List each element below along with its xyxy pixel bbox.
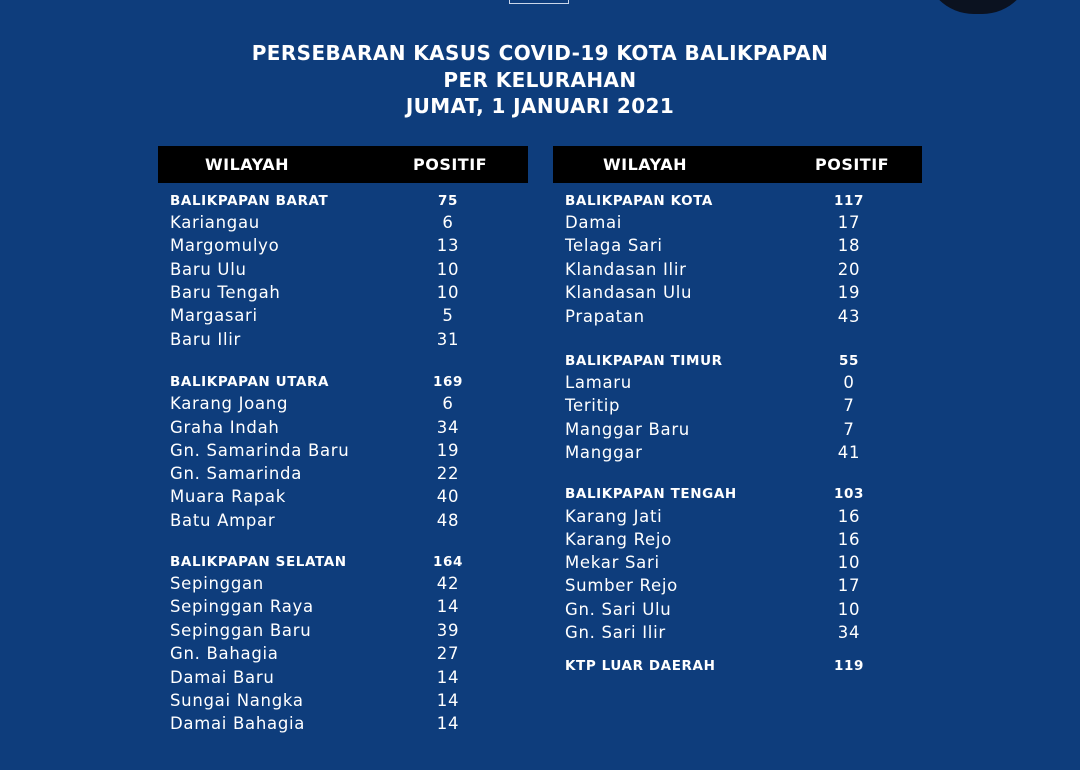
table-row xyxy=(158,487,528,510)
kelurahan-name: Gn. Bahagia xyxy=(170,644,279,663)
kelurahan-name: Manggar xyxy=(565,443,643,462)
positive-count: 7 xyxy=(843,420,855,439)
kelurahan-name: Teritip xyxy=(565,396,621,415)
positive-count: 27 xyxy=(436,644,460,663)
positive-count: 48 xyxy=(436,511,460,530)
positive-count: 13 xyxy=(436,236,460,255)
table-row xyxy=(553,530,922,553)
table-row xyxy=(553,260,922,283)
header-positif: POSITIF xyxy=(815,155,890,174)
group-row xyxy=(553,656,922,679)
kelurahan-name: Baru Tengah xyxy=(170,283,281,302)
positive-count: 40 xyxy=(436,487,460,506)
left-table xyxy=(158,146,528,733)
positive-count: 22 xyxy=(436,464,460,483)
table-row xyxy=(553,307,922,330)
table-row xyxy=(553,283,922,306)
positive-count: 164 xyxy=(433,554,463,570)
kelurahan-name: Damai xyxy=(565,213,623,232)
title-line-1: PERSEBARAN KASUS COVID-19 KOTA BALIKPAPAN xyxy=(251,41,829,65)
table-header xyxy=(158,146,528,183)
positive-count: 6 xyxy=(442,213,454,232)
table-row xyxy=(553,576,922,599)
kelurahan-name: Prapatan xyxy=(565,307,645,326)
positive-count: 17 xyxy=(837,213,861,232)
group-row xyxy=(158,372,528,395)
kelurahan-name: Klandasan Ulu xyxy=(565,283,693,302)
title-line-3: JUMAT, 1 JANUARI 2021 xyxy=(405,94,675,118)
kelurahan-name: Damai Bahagia xyxy=(170,714,306,733)
group-row xyxy=(158,552,528,575)
table-row xyxy=(158,283,528,306)
kelurahan-name: Lamaru xyxy=(565,373,632,392)
table-row xyxy=(158,668,528,691)
table-row xyxy=(158,213,528,236)
kelurahan-name: Gn. Samarinda Baru xyxy=(170,441,350,460)
positive-count: 14 xyxy=(436,691,460,710)
kelurahan-name: Gn. Sari Ulu xyxy=(565,600,672,619)
positive-count: 117 xyxy=(834,193,864,209)
kelurahan-name: Batu Ampar xyxy=(170,511,276,530)
positive-count: 55 xyxy=(839,353,859,369)
table-row xyxy=(158,464,528,487)
page-title xyxy=(0,40,1080,120)
positive-count: 5 xyxy=(442,306,454,325)
positive-count: 34 xyxy=(436,418,460,437)
logo-fragment xyxy=(509,0,569,4)
positive-count: 14 xyxy=(436,714,460,733)
kelurahan-name: Sepinggan Baru xyxy=(170,621,312,640)
table-row xyxy=(553,600,922,623)
table-row xyxy=(553,373,922,396)
table-header xyxy=(553,146,922,183)
kelurahan-name: Mekar Sari xyxy=(565,553,660,572)
district-name: BALIKPAPAN SELATAN xyxy=(170,554,347,570)
positive-count: 16 xyxy=(837,530,861,549)
positive-count: 31 xyxy=(436,330,460,349)
table-row xyxy=(158,511,528,534)
kelurahan-name: Baru Ulu xyxy=(170,260,247,279)
title-line-2: PER KELURAHAN xyxy=(443,67,637,92)
positive-count: 19 xyxy=(436,441,460,460)
table-row xyxy=(158,394,528,417)
district-name: BALIKPAPAN BARAT xyxy=(170,193,329,209)
table-row xyxy=(553,213,922,236)
kelurahan-name: Manggar Baru xyxy=(565,420,690,439)
table-row xyxy=(158,441,528,464)
table-row xyxy=(158,260,528,283)
table-row xyxy=(553,553,922,576)
positive-count: 14 xyxy=(436,668,460,687)
table-row xyxy=(158,330,528,353)
district-name: BALIKPAPAN TIMUR xyxy=(565,353,723,369)
kelurahan-name: Sepinggan Raya xyxy=(170,597,314,616)
table-row xyxy=(553,236,922,259)
header-wilayah: WILAYAH xyxy=(205,155,289,174)
kelurahan-name: Klandasan Ilir xyxy=(565,260,687,279)
header-positif: POSITIF xyxy=(413,155,488,174)
kelurahan-name: Muara Rapak xyxy=(170,487,286,506)
corner-decoration xyxy=(924,0,1032,14)
table-row xyxy=(158,691,528,714)
group-row xyxy=(553,191,922,214)
table-row xyxy=(553,420,922,443)
kelurahan-name: Baru Ilir xyxy=(170,330,242,349)
kelurahan-name: Graha Indah xyxy=(170,418,280,437)
kelurahan-name: Karang Joang xyxy=(170,394,289,413)
header-wilayah: WILAYAH xyxy=(603,155,687,174)
district-name: BALIKPAPAN TENGAH xyxy=(565,486,737,502)
table-row xyxy=(553,396,922,419)
kelurahan-name: Kariangau xyxy=(170,213,260,232)
table-row xyxy=(553,623,922,646)
kelurahan-name: Sepinggan xyxy=(170,574,264,593)
district-name: BALIKPAPAN KOTA xyxy=(565,193,713,209)
positive-count: 7 xyxy=(843,396,855,415)
group-row xyxy=(158,191,528,214)
positive-count: 41 xyxy=(837,443,861,462)
table-row xyxy=(158,574,528,597)
positive-count: 10 xyxy=(436,260,460,279)
positive-count: 20 xyxy=(837,260,861,279)
positive-count: 18 xyxy=(837,236,861,255)
table-row xyxy=(158,621,528,644)
positive-count: 10 xyxy=(436,283,460,302)
positive-count: 34 xyxy=(837,623,861,642)
positive-count: 43 xyxy=(837,307,861,326)
positive-count: 6 xyxy=(442,394,454,413)
table-row xyxy=(158,418,528,441)
kelurahan-name: Gn. Samarinda xyxy=(170,464,303,483)
table-row xyxy=(158,597,528,620)
kelurahan-name: Karang Jati xyxy=(565,507,663,526)
positive-count: 19 xyxy=(837,283,861,302)
positive-count: 169 xyxy=(433,374,463,390)
positive-count: 119 xyxy=(834,658,864,674)
table-row xyxy=(553,507,922,530)
positive-count: 39 xyxy=(436,621,460,640)
positive-count: 10 xyxy=(837,600,861,619)
positive-count: 14 xyxy=(436,597,460,616)
district-name: BALIKPAPAN UTARA xyxy=(170,374,330,390)
positive-count: 10 xyxy=(837,553,861,572)
group-row xyxy=(553,351,922,374)
positive-count: 17 xyxy=(837,576,861,595)
kelurahan-name: Telaga Sari xyxy=(565,236,663,255)
kelurahan-name: Gn. Sari Ilir xyxy=(565,623,666,642)
table-row xyxy=(158,236,528,259)
table-row xyxy=(158,644,528,667)
positive-count: 103 xyxy=(834,486,864,502)
kelurahan-name: Sungai Nangka xyxy=(170,691,304,710)
positive-count: 42 xyxy=(436,574,460,593)
table-row xyxy=(553,443,922,466)
group-row xyxy=(553,484,922,507)
kelurahan-name: Margasari xyxy=(170,306,258,325)
kelurahan-name: Damai Baru xyxy=(170,668,275,687)
kelurahan-name: Karang Rejo xyxy=(565,530,672,549)
table-row xyxy=(158,714,528,737)
district-name: KTP LUAR DAERAH xyxy=(565,658,716,674)
positive-count: 0 xyxy=(843,373,855,392)
positive-count: 16 xyxy=(837,507,861,526)
kelurahan-name: Margomulyo xyxy=(170,236,280,255)
right-table xyxy=(553,146,922,674)
kelurahan-name: Sumber Rejo xyxy=(565,576,678,595)
positive-count: 75 xyxy=(438,193,458,209)
table-row xyxy=(158,306,528,329)
